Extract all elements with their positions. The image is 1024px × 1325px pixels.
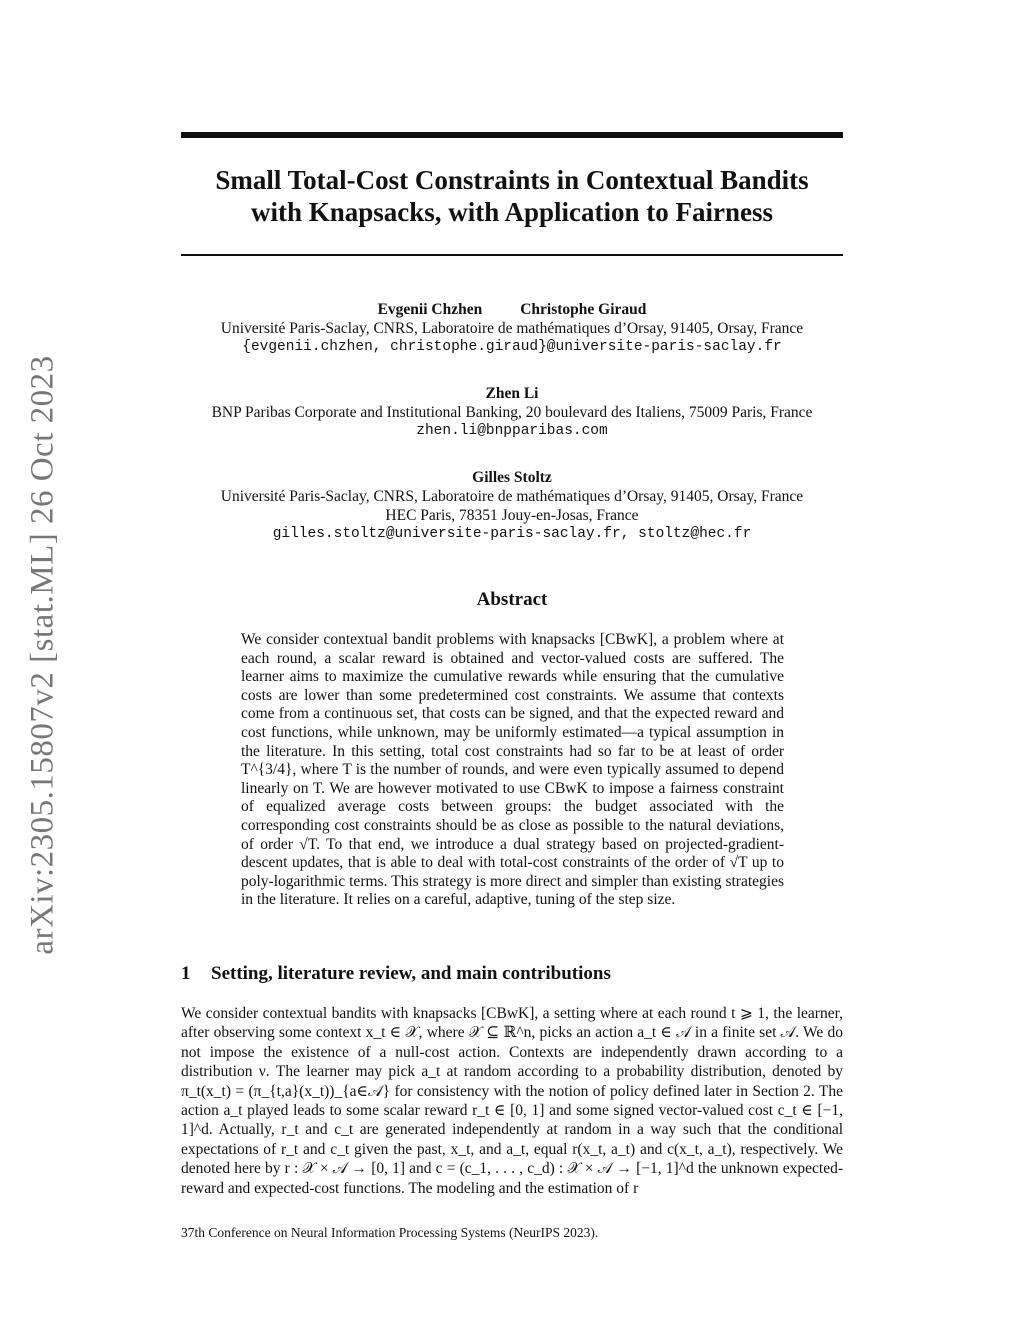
section-title: Setting, literature review, and main contributions	[211, 963, 611, 984]
author-affiliation: HEC Paris, 78351 Jouy-en-Josas, France	[385, 507, 639, 524]
author-affiliation: Université Paris-Saclay, CNRS, Laboratoire de mathématiques d’Orsay, 91405, Orsay, France	[220, 488, 804, 505]
author-email: zhen.li@bnpparibas.com	[416, 423, 608, 439]
title-top-rule	[181, 132, 843, 138]
author-affiliation: Université Paris-Saclay, CNRS, Laboratoire de mathématiques d’Orsay, 91405, Orsay, France	[220, 320, 804, 337]
abstract-heading: Abstract	[476, 589, 548, 610]
title-bottom-rule	[181, 254, 843, 256]
title-line-1: Small Total-Cost Constraints in Contextual Bandits	[215, 165, 809, 195]
paper-title	[181, 164, 843, 228]
author-names	[181, 468, 843, 487]
section-text: We consider contextual bandits with knapsacks [CBwK], a setting where at each round t ⩾ 1, the learner, after observing some context x_t ∈ 𝒳, where 𝒳 ⊆ ℝ^n, picks an action a_t ∈ 𝒜 in a finite set 𝒜. We do not impose the existence of a null-cost action. Contexts are independently drawn according to a distribution ν. The learner may pick a_t at random according to a probability distribution, denoted by π_t(x_t) = (π_{t,a}(x_t))_{a∈𝒜} for consistency with the notion of policy defined later in Section 2. The action a_t played leads to some scalar reward r_t ∈ [0, 1] and some signed vector-valued cost c_t ∈ [−1, 1]^d. Actually, r_t and c_t are generated independently at random in a way such that the conditional expectations of r_t and c_t given the past, x_t, and a_t, equal r(x_t, a_t) and c(x_t, a_t), respectively. We denoted here by r : 𝒳 × 𝒜 → [0, 1] and c = (c_1, . . . , c_d) : 𝒳 × 𝒜 → [−1, 1]^d the unknown expected-reward and expected-cost functions. The modeling and the estimation of r	[181, 1005, 843, 1197]
author-email: gilles.stoltz@universite-paris-saclay.fr, stoltz@hec.fr	[272, 526, 752, 542]
author-block	[181, 384, 843, 441]
author-names	[181, 384, 843, 403]
author-names	[181, 300, 843, 319]
author-affiliation: BNP Paribas Corporate and Institutional Banking, 20 boulevard des Italiens, 75009 Paris, France	[211, 404, 813, 421]
author-name: Christophe Giraud	[520, 301, 647, 318]
arxiv-identifier: arXiv:2305.15807v2 [stat.ML] 26 Oct 2023	[24, 355, 61, 955]
abstract-text: We consider contextual bandit problems with knapsacks [CBwK], a problem where at each round, a scalar reward is obtained and vector-valued costs are suffered. The learner aims to maximize the cumulative rewards while ensuring that the cumulative costs are lower than some predetermined cost constraints. We assume that contexts come from a continuous set, that costs can be signed, and that the expected reward and cost functions, while unknown, may be uniformly estimated—a typical assumption in the literature. In this setting, total cost constraints had so far to be at least of order T^{3/4}, where T is the number of rounds, and were even typically assumed to depend linearly on T. We are however motivated to use CBwK to impose a fairness constraint of equalized average costs between groups: the budget associated with the corresponding cost constraints should be as close as possible to the natural deviations, of order √T. To that end, we introduce a dual strategy based on projected-gradient-descent updates, that is able to deal with total-cost constraints of the order of √T up to poly-logarithmic terms. This strategy is more direct and simpler than existing strategies in the literature. It relies on a careful, adaptive, tuning of the step size.	[241, 631, 784, 909]
author-name: Evgenii Chzhen	[377, 301, 483, 318]
author-block	[181, 468, 843, 544]
conference-footnote: 37th Conference on Neural Information Processing Systems (NeurIPS 2023).	[181, 1225, 599, 1240]
author-name: Gilles Stoltz	[472, 469, 552, 486]
author-block	[181, 300, 843, 357]
title-line-2: with Knapsacks, with Application to Fairness	[250, 197, 774, 227]
author-list	[181, 300, 843, 571]
author-email: {evgenii.chzhen, christophe.giraud}@universite-paris-saclay.fr	[242, 339, 782, 355]
section-heading	[181, 963, 843, 985]
section-number: 1	[181, 963, 191, 984]
author-name: Zhen Li	[485, 385, 539, 402]
